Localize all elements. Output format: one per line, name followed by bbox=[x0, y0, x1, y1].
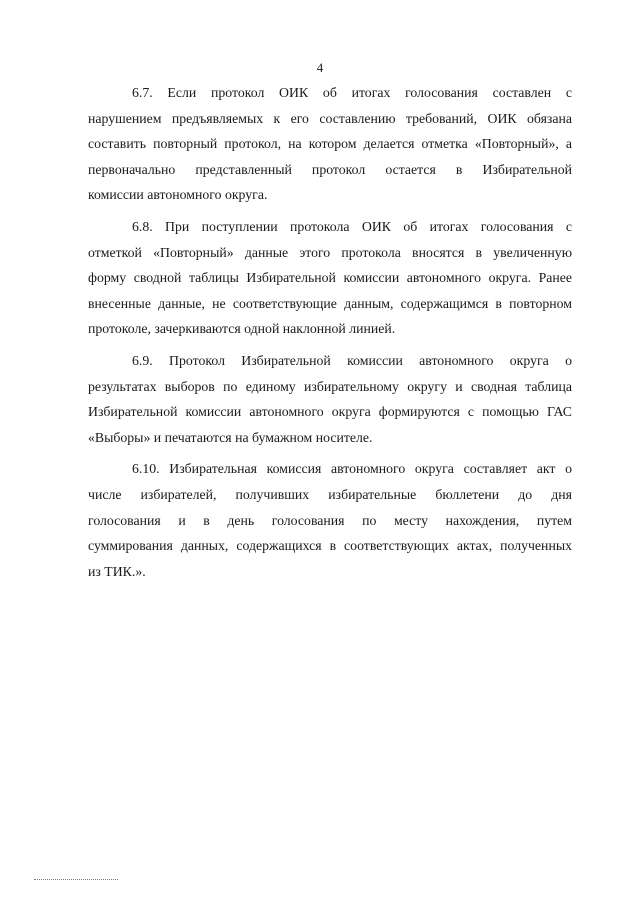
text-line: нарушением предъявляемых к его составлению требований, ОИК обязана bbox=[88, 110, 572, 126]
text-line: составить повторный протокол, на котором делается отметка «Повторный», а bbox=[88, 136, 572, 152]
text-line: 6.8. При поступлении протокола ОИК об итогах голосования с bbox=[132, 218, 572, 234]
text-line: суммирования данных, содержащихся в соответствующих актах, полученных bbox=[88, 538, 572, 554]
text-line: Избирательной комиссии автономного округа формируются с помощью ГАС bbox=[88, 404, 572, 420]
text-line: 6.10. Избирательная комиссия автономного округа составляет акт о bbox=[132, 461, 572, 477]
page-number: 4 bbox=[316, 60, 324, 75]
text-line: голосования и в день голосования по месту нахождения, путем bbox=[88, 512, 572, 528]
paragraph-6-10 bbox=[88, 456, 572, 584]
text-line: первоначально представленный протокол остается в Избирательной bbox=[88, 161, 572, 177]
text-line: протоколе, зачеркиваются одной наклонной линией. bbox=[88, 321, 396, 337]
text-line: форму сводной таблицы Избирательной комиссии автономного округа. Ранее bbox=[88, 270, 572, 286]
paragraph-6-7 bbox=[88, 80, 572, 208]
text-line: внесенные данные, не соответствующие данным, содержащимся в повторном bbox=[88, 295, 572, 311]
text-line: «Выборы» и печатаются на бумажном носителе. bbox=[88, 429, 373, 445]
text-line: комиссии автономного округа. bbox=[88, 187, 268, 203]
paragraph-6-9 bbox=[88, 348, 572, 450]
text-line: 6.7. Если протокол ОИК об итогах голосования составлен с bbox=[132, 85, 572, 100]
paragraph-6-8 bbox=[88, 214, 572, 342]
text-line: результатах выборов по единому избирательному округу и сводная таблица bbox=[88, 378, 572, 394]
footer-divider bbox=[34, 879, 118, 880]
text-line: числе избирателей, получивших избирательные бюллетени до дня bbox=[88, 486, 572, 502]
text-line: из ТИК.». bbox=[88, 563, 146, 579]
text-line: 6.9. Протокол Избирательной комиссии автономного округа о bbox=[132, 352, 572, 368]
text-line: отметкой «Повторный» данные этого протокола вносятся в увеличенную bbox=[88, 244, 572, 260]
document-body bbox=[88, 80, 572, 584]
